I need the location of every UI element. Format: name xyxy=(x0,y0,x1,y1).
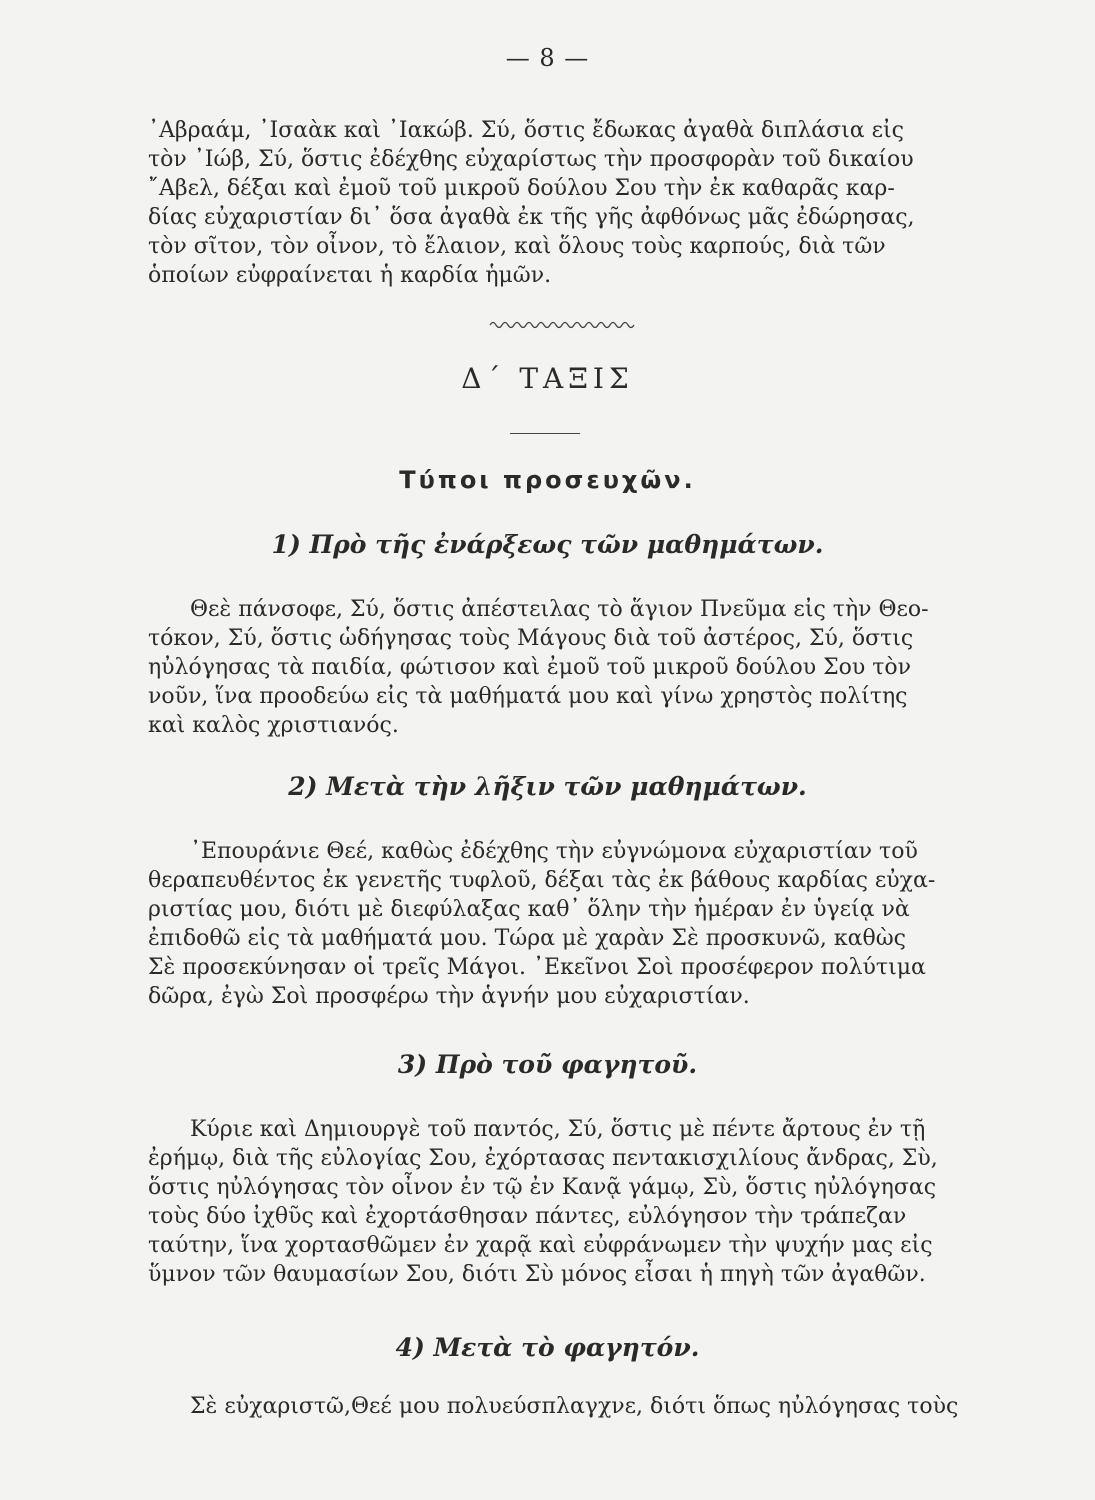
text-line: ὁποίων εὐφραίνεται ἡ καρδία ἡμῶν. xyxy=(148,263,552,288)
text-line: Θεὲ πάνσοφε, Σύ, ὅστις ἀπέστειλας τὸ ἅγιον Πνεῦμα εἰς τὴν Θεο- xyxy=(190,597,929,622)
wavy-ornament-divider xyxy=(488,318,638,332)
text-line: ηὐλόγησας τὰ παιδία, φώτισον καὶ ἐμοῦ τοῦ μικροῦ δούλου Σου τὸν xyxy=(148,655,912,680)
text-line: ὕμνον τῶν θαυμασίων Σου, διότι Σὺ μόνος εἶσαι ἡ πηγὴ τῶν ἀγαθῶν. xyxy=(148,1262,926,1287)
text-line: ῎Αβελ, δέξαι καὶ ἐμοῦ τοῦ μικροῦ δούλου Σου τὴν ἐκ καθαρᾶς καρ- xyxy=(148,176,895,201)
text-line: ἐπιδοθῶ εἰς τὰ μαθήματά μου. Τώρα μὲ χαρὰν Σὲ προσκυνῶ, καθὼς xyxy=(148,926,906,951)
text-line: Σὲ εὐχαριστῶ,Θεέ μου πολυεύσπλαγχνε, διότι ὅπως ηὐλόγησας τοὺς xyxy=(190,1394,959,1419)
text-line: τὸν σῖτον, τὸν οἶνον, τὸ ἔλαιον, καὶ ὅλους τοὺς καρπούς, διὰ τῶν xyxy=(148,234,886,259)
prayer-3-title: 3) Πρὸ τοῦ φαγητοῦ. xyxy=(397,1050,698,1079)
text-line: νοῦν, ἵνα προοδεύω εἰς τὰ μαθήματά μου καὶ γίνω χρηστὸς πολίτης xyxy=(148,684,908,709)
text-line: Κύριε καὶ Δημιουργὲ τοῦ παντός, Σύ, ὅστις μὲ πέντε ἄρτους ἐν τῇ xyxy=(190,1117,926,1142)
text-line: ριστίας μου, διότι μὲ διεφύλαξας καθ᾿ ὅλην τὴν ἡμέραν ἐν ὑγείᾳ νὰ xyxy=(148,897,910,922)
text-line: τοὺς δύο ἰχθῦς καὶ ἐχορτάσθησαν πάντες, εὐλόγησον τὴν τράπεζαν xyxy=(148,1204,907,1229)
prayer-1-text xyxy=(148,595,1008,740)
section-subheading: Τύποι προσευχῶν. xyxy=(399,466,696,494)
prayer-1-title: 1) Πρὸ τῆς ἐνάρξεως τῶν μαθημάτων. xyxy=(271,530,824,559)
text-line: τόκον, Σύ, ὅστις ὡδήγησας τοὺς Μάγους διὰ τοῦ ἀστέρος, Σύ, ὅστις xyxy=(148,626,914,651)
text-line: ᾿Επουράνιε Θεέ, καθὼς ἐδέχθης τὴν εὐγνώμονα εὐχαριστίαν τοῦ xyxy=(190,839,918,864)
prayer-4-title: 4) Μετὰ τὸ φαγητόν. xyxy=(395,1333,700,1362)
section-title: Δ΄ ΤΑΞΙΣ xyxy=(461,362,634,395)
intro-paragraph xyxy=(148,116,1008,290)
prayer-3-text xyxy=(148,1115,1008,1289)
text-line: ᾿Αβραάμ, ᾿Ισαὰκ καὶ ᾿Ιακώβ. Σύ, ὅστις ἔδωκας ἀγαθὰ διπλάσια εἰς xyxy=(148,118,904,143)
prayer-4-text xyxy=(148,1392,1008,1421)
text-line: ἐρήμῳ, διὰ τῆς εὐλογίας Σου, ἐχόρτασας πεντακισχιλίους ἄνδρας, Σὺ, xyxy=(148,1146,938,1171)
page-number: — 8 — xyxy=(505,44,590,72)
text-line: Σὲ προσεκύνησαν οἱ τρεῖς Μάγοι. ᾿Εκεῖνοι Σοὶ προσέφερον πολύτιμα xyxy=(148,955,926,980)
text-line: θεραπευθέντος ἐκ γενετῆς τυφλοῦ, δέξαι τὰς ἐκ βάθους καρδίας εὐχα- xyxy=(148,868,936,893)
text-line: ταύτην, ἵνα χορτασθῶμεν ἐν χαρᾷ καὶ εὐφράνωμεν τὴν ψυχήν μας εἰς xyxy=(148,1233,933,1258)
text-line: ὅστις ηὐλόγησας τὸν οἶνον ἐν τῷ ἐν Κανᾷ γάμῳ, Σὺ, ὅστις ηὐλόγησας xyxy=(148,1175,937,1200)
prayer-2-text xyxy=(148,837,1008,1011)
text-line: δῶρα, ἐγὼ Σοὶ προσφέρω τὴν ἁγνήν μου εὐχαριστίαν. xyxy=(148,984,750,1009)
text-line: καὶ καλὸς χριστιανός. xyxy=(148,713,399,738)
prayer-2-title: 2) Μετὰ τὴν λῆξιν τῶν μαθημάτων. xyxy=(288,772,807,801)
text-line: τὸν ᾿Ιώβ, Σύ, ὅστις ἐδέχθης εὐχαρίστως τὴν προσφορὰν τοῦ δικαίου xyxy=(148,147,914,172)
text-line: δίας εὐχαριστίαν δι᾿ ὅσα ἀγαθὰ ἐκ τῆς γῆς ἀφθόνως μᾶς ἐδώρησας, xyxy=(148,205,915,230)
section-divider xyxy=(510,433,580,434)
